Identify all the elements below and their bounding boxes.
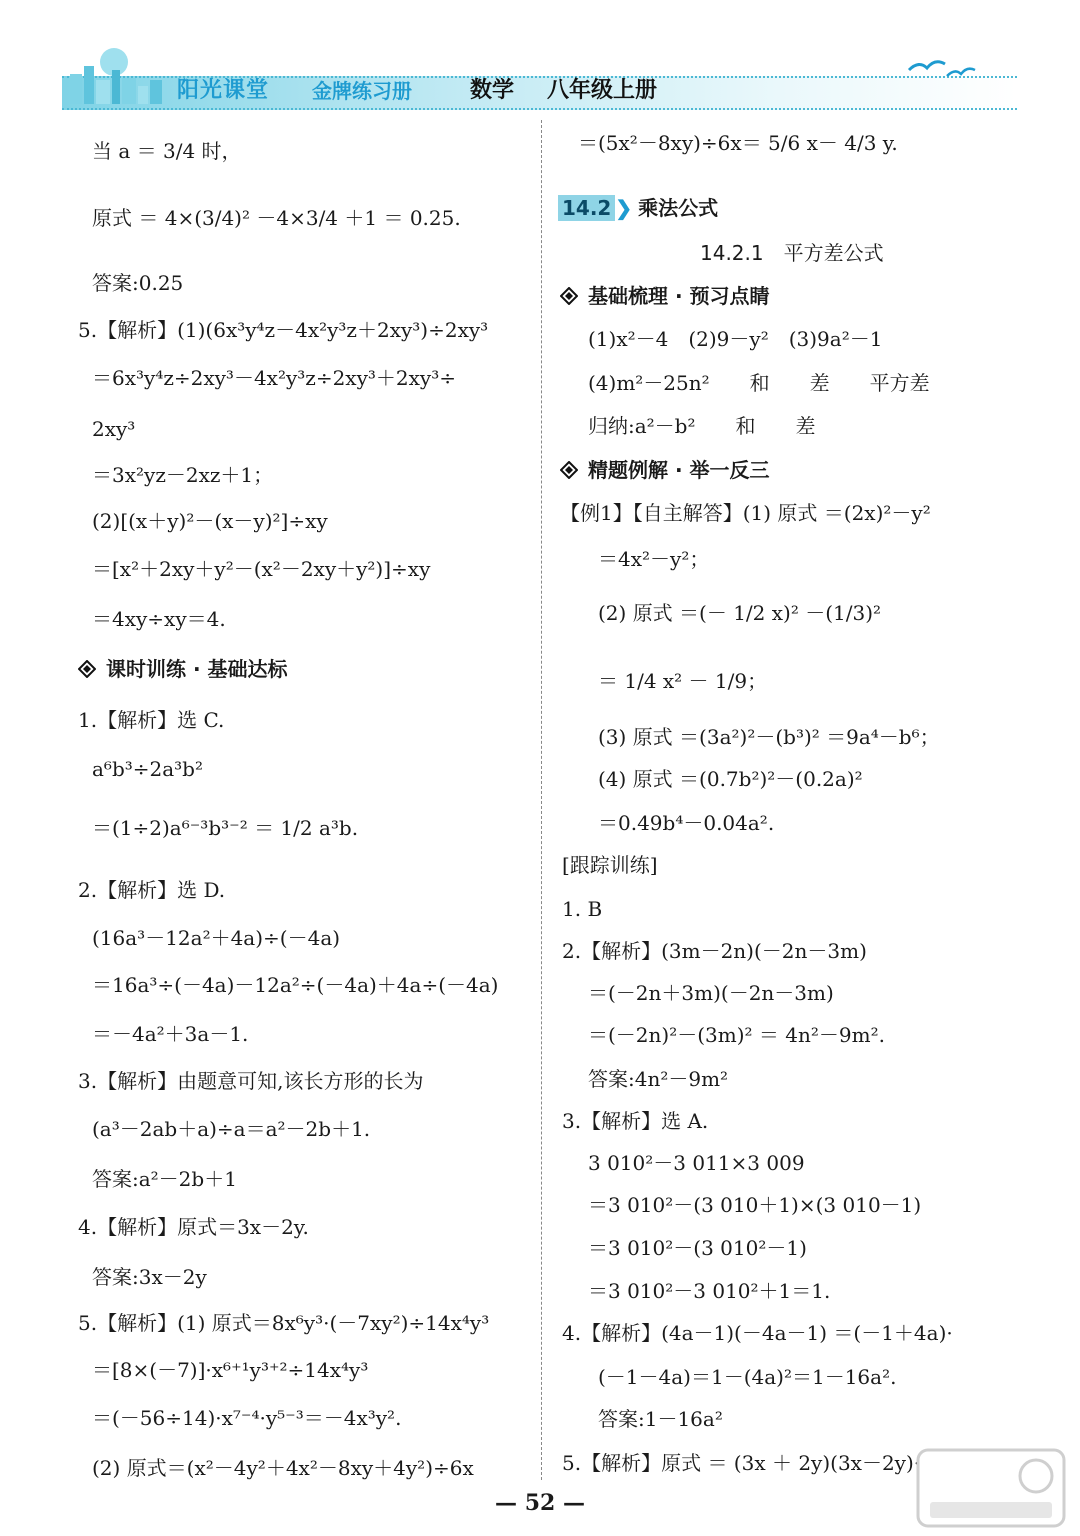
text-line: 1. B bbox=[562, 897, 603, 921]
text-line: a⁶b³÷2a³b² bbox=[92, 757, 204, 781]
text-line: (a³－2ab＋a)÷a＝a²－2b＋1. bbox=[92, 1117, 371, 1141]
text-line: ＝(1÷2)a⁶⁻³b³⁻² ＝ 1/2 a³b. bbox=[92, 816, 359, 840]
text-line: 3.【解析】选 A. bbox=[562, 1109, 709, 1133]
text-line: (1)x²－4 (2)9－y² (3)9a²－1 bbox=[588, 327, 883, 351]
text-line: 原式 ＝ 4×(3/4)² －4×3/4 ＋1 ＝ 0.25. bbox=[92, 206, 461, 230]
text-line: ＝4xy÷xy＝4. bbox=[92, 607, 226, 631]
section-title: 基础梳理 · 预习点睛 bbox=[588, 284, 770, 308]
text-line: (－1－4a)＝1－(4a)²＝1－16a². bbox=[598, 1365, 897, 1389]
text-line: ＝3 010²－3 010²＋1＝1. bbox=[588, 1279, 831, 1303]
text-line: ＝3x²yz－2xz＋1； bbox=[92, 463, 274, 487]
text-line: (16a³－12a²＋4a)÷(－4a) bbox=[92, 926, 341, 950]
text-line: ＝3 010²－(3 010²－1) bbox=[588, 1236, 807, 1260]
text-line: ＝(－56÷14)·x⁷⁻⁴·y⁵⁻³＝－4x³y². bbox=[92, 1406, 402, 1430]
section-number-badge: 14.2 bbox=[558, 195, 615, 221]
text-line: 2.【解析】(3m－2n)(－2n－3m) bbox=[562, 939, 867, 963]
text-line: 当 a ＝ 3/4 时， bbox=[92, 139, 242, 163]
text-line: ＝(5x²－8xy)÷6x＝ 5/6 x－ 4/3 y. bbox=[578, 131, 898, 155]
text-line: ＝(－2n)²－(3m)² ＝ 4n²－9m². bbox=[588, 1023, 885, 1047]
text-line: 答案:3x－2y bbox=[92, 1265, 207, 1289]
text-line: 答案:1－16a² bbox=[598, 1407, 723, 1431]
text-line: (4)m²－25n² 和 差 平方差 bbox=[588, 371, 930, 395]
diamond-bullet-icon bbox=[560, 461, 578, 479]
section-heading bbox=[78, 656, 288, 682]
city-skyline-icon bbox=[62, 40, 182, 106]
header-brand: 阳光课堂 bbox=[177, 78, 270, 103]
header-grade: 八年级上册 bbox=[547, 78, 658, 103]
text-line: (3) 原式 ＝(3a²)²－(b³)² ＝9a⁴－b⁶； bbox=[598, 725, 940, 749]
column-divider bbox=[541, 120, 543, 1480]
text-line: ＝6x³y⁴z÷2xy³－4x²y³z÷2xy³＋2xy³÷ bbox=[92, 366, 456, 390]
text-line: 5.【解析】(1) 原式＝8x⁶y³·(－7xy²)÷14x⁴y³ bbox=[78, 1311, 490, 1335]
text-line: ＝4x²－y²； bbox=[598, 547, 710, 571]
text-line: ＝ 1/4 x² － 1/9； bbox=[598, 669, 768, 693]
watermark-logo bbox=[916, 1448, 1066, 1528]
text-line: (4) 原式 ＝(0.7b²)²－(0.2a)² bbox=[598, 767, 863, 791]
text-line: ＝3 010²－(3 010＋1)×(3 010－1) bbox=[588, 1193, 922, 1217]
header-book-title: 金牌练习册 bbox=[312, 79, 412, 103]
text-line: ＝(－2n＋3m)(－2n－3m) bbox=[588, 981, 834, 1005]
text-line: 【例1】【自主解答】(1) 原式 ＝(2x)²－y² bbox=[560, 501, 931, 525]
text-line: 5.【解析】(1)(6x³y⁴z－4x²y³z＋2xy³)÷2xy³ bbox=[78, 318, 489, 342]
text-line: 答案:4n²－9m² bbox=[588, 1067, 729, 1091]
page-header bbox=[62, 68, 1017, 112]
header-subject: 数学 bbox=[470, 78, 515, 103]
text-line: [跟踪训练] bbox=[562, 853, 658, 877]
text-line: 答案:a²－2b＋1 bbox=[92, 1167, 237, 1191]
text-line: ＝－4a²＋3a－1. bbox=[92, 1022, 249, 1046]
text-line: (2)[(x＋y)²－(x－y)²]÷xy bbox=[92, 509, 328, 533]
text-line: ＝[x²＋2xy＋y²－(x²－2xy＋y²)]÷xy bbox=[92, 557, 431, 581]
text-line: 3 010²－3 011×3 009 bbox=[588, 1151, 805, 1175]
subsection-title: 14.2.1 平方差公式 bbox=[700, 241, 884, 265]
text-line: (2) 原式 ＝(－ 1/2 x)² －(1/3)² bbox=[598, 601, 882, 625]
page-number: — 52 — bbox=[495, 1490, 585, 1516]
diamond-bullet-icon bbox=[78, 660, 96, 678]
section-heading bbox=[560, 457, 770, 483]
section-title: 乘法公式 bbox=[638, 196, 719, 220]
section-title: 课时训练 · 基础达标 bbox=[106, 657, 288, 681]
text-line: ＝16a³÷(－4a)－12a²÷(－4a)＋4a÷(－4a) bbox=[92, 973, 499, 997]
diamond-bullet-icon bbox=[560, 287, 578, 305]
text-line: 归纳:a²－b² 和 差 bbox=[588, 414, 816, 438]
section-heading bbox=[560, 283, 770, 309]
text-line: 4.【解析】(4a－1)(－4a－1) ＝(－1＋4a)· bbox=[562, 1321, 953, 1345]
text-line: 4.【解析】原式＝3x－2y. bbox=[78, 1215, 309, 1239]
text-line: 5.【解析】原式 ＝ (3x ＋ 2y)(3x－2y)· bbox=[562, 1451, 921, 1475]
text-line: ＝[8×(－7)]·x⁶⁺¹y³⁺²÷14x⁴y³ bbox=[92, 1358, 369, 1382]
chevron-right-icon: ❯ bbox=[615, 196, 633, 220]
text-line: 2.【解析】选 D. bbox=[78, 878, 226, 902]
text-line: 2xy³ bbox=[92, 417, 136, 441]
text-line: (2) 原式＝(x²－4y²＋4x²－8xy＋4y²)÷6x bbox=[92, 1456, 474, 1480]
text-line: 3.【解析】由题意可知,该长方形的长为 bbox=[78, 1069, 424, 1093]
section-title: 精题例解 · 举一反三 bbox=[588, 458, 770, 482]
birds-icon bbox=[907, 54, 977, 84]
text-line: 1.【解析】选 C. bbox=[78, 708, 225, 732]
text-line: ＝0.49b⁴－0.04a². bbox=[598, 811, 775, 835]
section-header bbox=[558, 195, 718, 221]
text-line: 答案:0.25 bbox=[92, 271, 184, 295]
